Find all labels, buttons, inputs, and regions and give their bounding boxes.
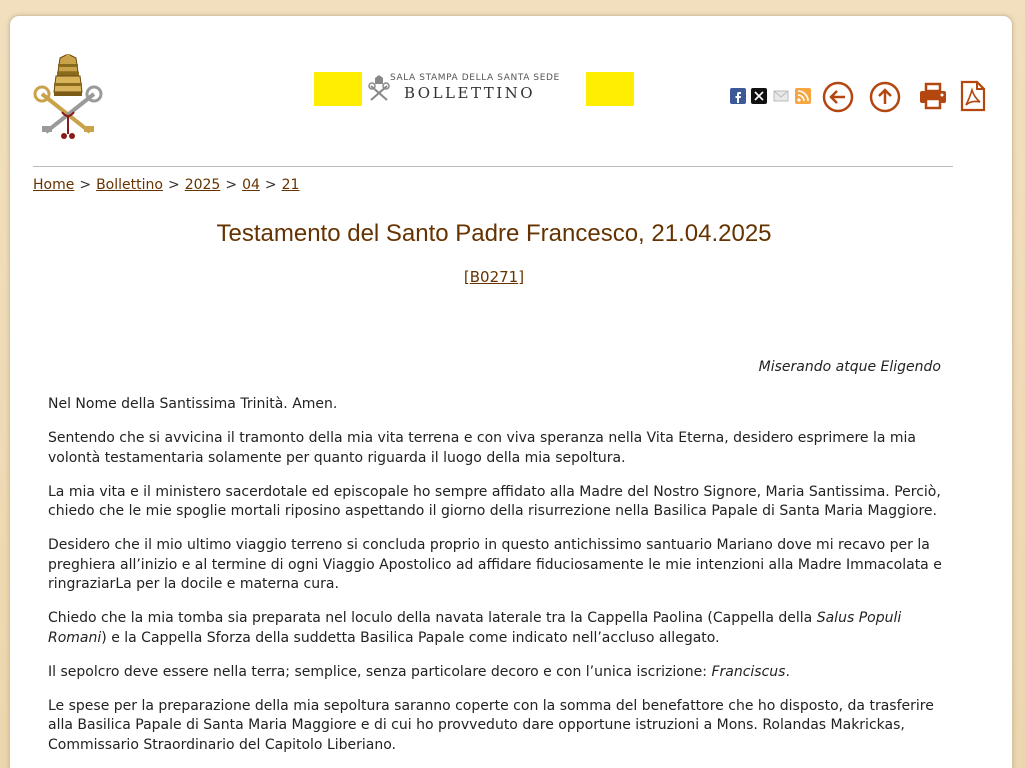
masthead-center xyxy=(362,72,586,106)
paragraph-text: ) e la Cappella Sforza della suddetta Basilica Papale come indicato nell’accluso allegato. xyxy=(101,629,720,646)
bollettino-masthead xyxy=(314,72,634,106)
paragraph xyxy=(48,663,948,683)
breadcrumb-separator: > xyxy=(264,177,277,193)
paragraph: La mia vita e il ministero sacerdotale ed episcopale ho sempre affidato alla Madre del Nostro Signore, Maria Santissima. Perciò, chiedo che le mie spoglie mortali riposino aspettando il giorno della risurrezione nella Basilica Papale di Santa Maria Maggiore. xyxy=(48,483,941,519)
paragraph: Le spese per la preparazione della mia sepoltura saranno coperte con la somma del benefattore che ho disposto, da trasferire alla Basilica Papale di Santa Maria Maggiore e di cui ho provveduto dare opportune istruzioni a Mons. Rolandas Makrickas, Commissario Straordinario del Capitolo Liberiano. xyxy=(48,697,934,753)
bulletin-code: [B0271] xyxy=(463,268,525,286)
breadcrumb-home[interactable]: Home xyxy=(33,177,75,193)
bulletin-code-link[interactable]: B0271 xyxy=(469,268,519,286)
page-title: Testamento del Santo Padre Francesco, 21.04.2025 xyxy=(216,220,772,247)
facebook-icon[interactable] xyxy=(730,88,746,104)
paragraph: Nel Nome della Santissima Trinità. Amen. xyxy=(48,396,338,412)
print-icon[interactable] xyxy=(918,81,948,111)
breadcrumb-year[interactable]: 2025 xyxy=(184,177,221,193)
italic-text: Franciscus xyxy=(711,663,786,680)
papal-crest-logo xyxy=(32,54,104,142)
paragraph xyxy=(48,609,948,648)
keys-emblem-icon xyxy=(368,74,390,104)
masthead-subtitle: SALA STAMPA DELLA SANTA SEDE xyxy=(390,73,560,83)
back-arrow-icon[interactable] xyxy=(822,81,854,113)
breadcrumb-separator: > xyxy=(167,177,180,193)
pdf-icon[interactable] xyxy=(959,80,987,112)
masthead-yellow-bar-right xyxy=(586,72,634,106)
papal-motto: Miserando atque Eligendo xyxy=(758,359,941,375)
paragraph-text: Chiedo che la mia tomba sia preparata nel loculo della navata laterale tra la Cappella Paolina (Cappella della xyxy=(48,610,817,626)
header-divider xyxy=(33,166,953,167)
up-arrow-icon[interactable] xyxy=(869,81,901,113)
rss-icon[interactable] xyxy=(795,88,811,104)
masthead-yellow-bar-left xyxy=(314,72,362,106)
page-container xyxy=(9,15,1013,768)
breadcrumb-day[interactable]: 21 xyxy=(281,177,300,193)
paragraph: Desidero che il mio ultimo viaggio terreno si concluda proprio in questo antichissimo santuario Mariano dove mi recavo per la preghiera all’inizio e al termine di ogni Viaggio Apostolico ad affidare fiduciosamente le mie intenzioni alla Madre Immacolata e ringraziarLa per la docile e materna cura. xyxy=(48,537,942,592)
masthead-title: BOLLETTINO xyxy=(404,84,536,102)
breadcrumb-separator: > xyxy=(225,177,238,193)
paragraph: Sentendo che si avvicina il tramonto della mia vita terrena e con viva speranza nella Vita Eterna, desidero esprimere la mia volontà testamentaria solamente per quanto riguarda il luogo della mia sepoltura. xyxy=(48,430,916,466)
x-icon[interactable] xyxy=(751,88,767,104)
article-body xyxy=(48,395,948,768)
email-icon[interactable] xyxy=(773,88,789,104)
breadcrumb-separator: > xyxy=(79,177,92,193)
paragraph-text: . xyxy=(785,663,790,680)
breadcrumb xyxy=(33,177,299,193)
italic-text: Salus Populi Romani xyxy=(48,610,902,646)
breadcrumb-bollettino[interactable]: Bollettino xyxy=(96,177,163,193)
paragraph-text: Il sepolcro deve essere nella terra; semplice, senza particolare decoro e con l’unica iscrizione: xyxy=(48,663,712,680)
breadcrumb-month[interactable]: 04 xyxy=(242,177,260,193)
